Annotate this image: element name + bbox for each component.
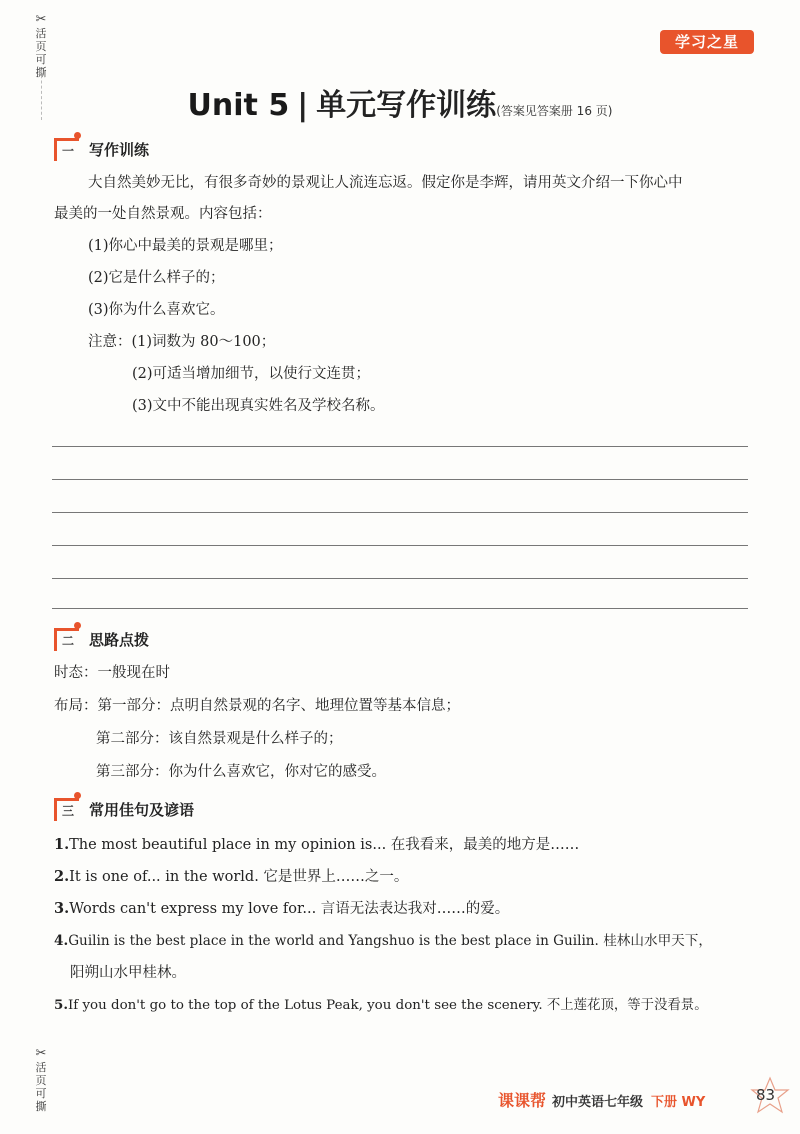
layout-part: 第三部分：你为什么喜欢它，你对它的感受。	[96, 764, 386, 780]
sentence-item: 3.Words can't express my love for... 言语无法表达我对……的爱。	[54, 900, 510, 917]
note-label: 注意：	[88, 334, 132, 350]
section-title: 思路点拨	[89, 631, 150, 649]
prompt-line-2: 最美的一处自然景观。内容包括：	[54, 206, 272, 222]
tear-off-tab-top	[30, 12, 52, 79]
requirement-item: (1)你心中最美的景观是哪里；	[88, 238, 283, 254]
footer-brand-name: 课课帮	[498, 1091, 547, 1110]
section-header-tips	[54, 628, 149, 651]
answer-note: (答案见答案册 16 页)	[496, 104, 613, 118]
scissors-icon: ✂	[35, 12, 47, 27]
title-divider: |	[297, 88, 309, 123]
tear-off-tab-bottom	[30, 1046, 52, 1113]
layout-label: 布局：	[54, 698, 98, 714]
brand-logo: 学习之星	[660, 30, 754, 54]
title-text: 单元写作训练	[316, 88, 497, 123]
tear-off-label: 活页可撕	[35, 27, 47, 79]
sentence-item: 5.If you don't go to the top of the Lotus Peak, you don't see the scenery. 不上莲花顶，等于没看景。	[54, 997, 708, 1013]
writing-line[interactable]	[52, 446, 748, 447]
requirement-item: (2)它是什么样子的；	[88, 270, 225, 286]
section-badge-icon: 三	[54, 798, 79, 821]
footer-subtitle: 初中英语七年级	[552, 1095, 644, 1110]
tense-line: 时态：一般现在时	[54, 665, 170, 681]
layout-part: 第二部分：该自然景观是什么样子的；	[96, 731, 343, 747]
sentence-continuation: 阳朔山水甲桂林。	[70, 965, 186, 981]
prompt-line-1: 大自然美妙无比，有很多奇妙的景观让人流连忘返。假定你是李辉，请用英文介绍一下你心中	[88, 175, 683, 191]
sentence-item: 1.The most beautiful place in my opinion is... 在我看来，最美的地方是……	[54, 836, 580, 853]
footer-book: 下册 WY	[651, 1095, 706, 1110]
requirement-item: (3)你为什么喜欢它。	[88, 302, 225, 318]
note-line	[88, 331, 275, 353]
section-title: 常用佳句及谚语	[89, 801, 195, 819]
section-header-phrases	[54, 798, 194, 821]
sentence-item: 4.Guilin is the best place in the world and Yangshuo is the best place in Guilin. 桂林山水甲天下，	[54, 933, 712, 949]
section-header-writing	[54, 138, 149, 161]
scissors-icon: ✂	[35, 1046, 47, 1061]
note-item: (3)文中不能出现真实姓名及学校名称。	[132, 398, 385, 414]
page-title	[0, 80, 800, 124]
writing-line[interactable]	[52, 608, 748, 609]
writing-line[interactable]	[52, 545, 748, 546]
page-number-badge	[748, 1076, 792, 1116]
writing-line[interactable]	[52, 578, 748, 579]
writing-line[interactable]	[52, 479, 748, 480]
note-item: (2)可适当增加细节，以使行文连贯；	[132, 366, 371, 382]
tear-off-label: 活页可撕	[35, 1061, 47, 1113]
layout-line	[54, 695, 460, 717]
unit-label: Unit 5	[187, 88, 290, 123]
layout-part: 第一部分：点明自然景观的名字、地理位置等基本信息；	[97, 698, 460, 714]
footer-brand	[498, 1088, 705, 1111]
section-badge-icon: 二	[54, 628, 79, 651]
note-item: (1)词数为 80～100；	[131, 334, 276, 350]
writing-line[interactable]	[52, 512, 748, 513]
section-badge-icon: 一	[54, 138, 79, 161]
section-title: 写作训练	[89, 141, 150, 159]
sentence-item: 2.It is one of... in the world. 它是世界上……之一。	[54, 868, 409, 885]
page-number: 83	[756, 1086, 776, 1104]
